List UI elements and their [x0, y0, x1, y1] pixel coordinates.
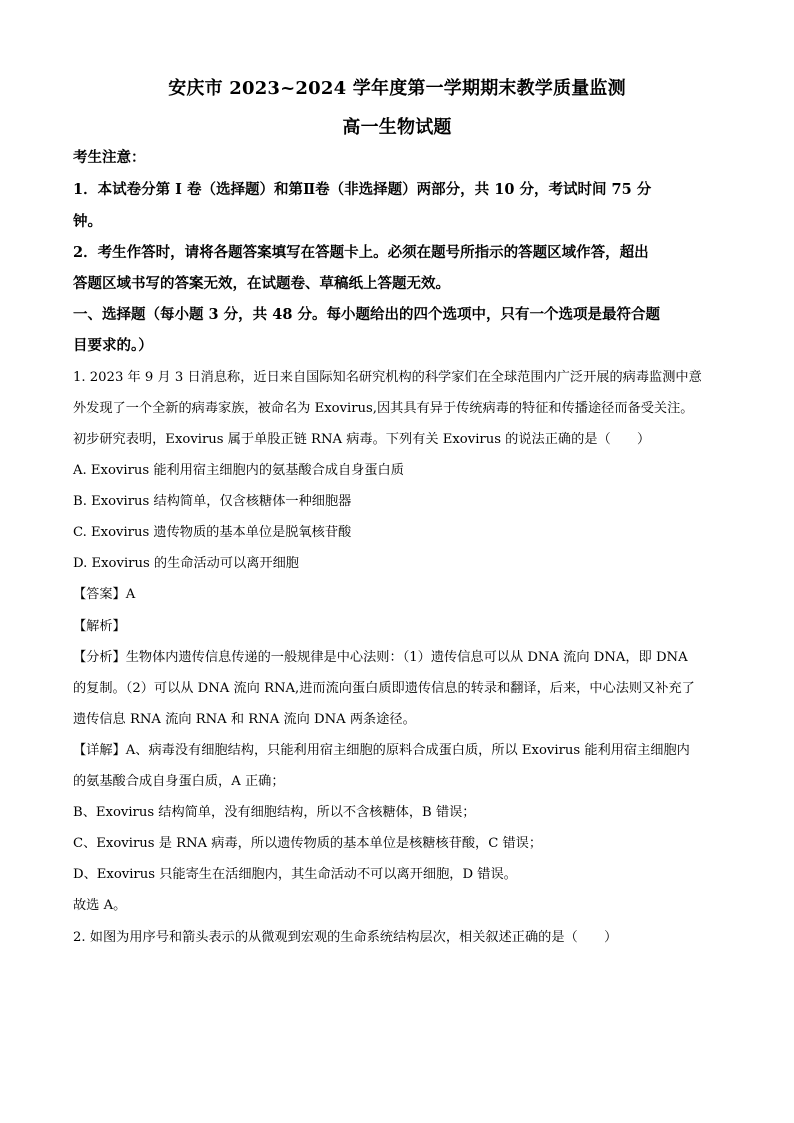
notice-item-2-line-2: 答题区域书写的答案无效，在试题卷、草稿纸上答题无效。	[73, 275, 450, 292]
question-1-xiangjie-line-2: 的氨基酸合成自身蛋白质，A 正确；	[73, 774, 285, 789]
question-1-option-b: B. Exovirus 结构简单，仅含核糖体一种细胞器	[73, 494, 352, 509]
question-1-analysis-tag: 【解析】	[73, 619, 126, 634]
question-1-answer: 【答案】A	[73, 587, 136, 602]
question-1-option-a: A. Exovirus 能利用宿主细胞内的氨基酸合成自身蛋白质	[73, 463, 404, 478]
notice-item-2-line-1: 2．考生作答时，请将各题答案填写在答题卡上。必须在题号所指示的答题区域作答，超出	[73, 244, 649, 261]
question-1-option-c: C. Exovirus 遗传物质的基本单位是脱氧核苷酸	[73, 525, 352, 540]
notice-item-1-line-1: 1．本试卷分第 I 卷（选择题）和第Ⅱ卷（非选择题）两部分，共 10 分，考试时间 75 分	[73, 181, 652, 198]
question-2-stem-line-1: 2. 如图为用序号和箭头表示的从微观到宏观的生命系统结构层次，相关叙述正确的是（ ）	[73, 930, 618, 945]
section-heading-line-2: 目要求的。）	[73, 337, 153, 354]
question-1-xiangjie-b: B、Exovirus 结构简单，没有细胞结构，所以不含核糖体，B 错误；	[73, 805, 476, 820]
question-1-stem-line-1: 1. 2023 年 9 月 3 日消息称，近日来自国际知名研究机构的科学家们在全球范围内广泛开展的病毒监测中意	[73, 370, 702, 385]
page-subtitle: 高一生物试题	[342, 117, 452, 138]
question-1-fenxi-line-3: 遗传信息 RNA 流向 RNA 和 RNA 流向 DNA 两条途径。	[73, 712, 416, 727]
question-1-fenxi-line-2: 的复制。（2）可以从 DNA 流向 RNA,进而流向蛋白质即遗传信息的转录和翻译，后来，中心法则又补充了	[73, 681, 695, 696]
notice-item-1-line-2: 钟。	[73, 213, 102, 230]
question-1-stem-line-2: 外发现了一个全新的病毒家族，被命名为 Exovirus,因其具有异于传统病毒的特征和传播途径而备受关注。	[73, 401, 694, 416]
question-1-fenxi-line-1: 【分析】生物体内遗传信息传递的一般规律是中心法则：（1）遗传信息可以从 DNA 流向 DNA，即 DNA	[73, 650, 688, 665]
question-1-stem-line-3: 初步研究表明，Exovirus 属于单股正链 RNA 病毒。下列有关 Exovirus 的说法正确的是（ ）	[73, 432, 651, 447]
question-1-option-d: D. Exovirus 的生命活动可以离开细胞	[73, 556, 299, 571]
question-1-xiangjie-c: C、Exovirus 是 RNA 病毒，所以遗传物质的基本单位是核糖核苷酸，C 错误；	[73, 836, 543, 851]
question-1-conclusion: 故选 A。	[73, 898, 127, 913]
notice-heading: 考生注意：	[73, 149, 146, 166]
page-title: 安庆市 2023~2024 学年度第一学期期末教学质量监测	[168, 78, 626, 99]
section-heading-line-1: 一、选择题（每小题 3 分，共 48 分。每小题给出的四个选项中，只有一个选项是最符合题	[73, 306, 660, 323]
question-1-xiangjie-line-1: 【详解】A、病毒没有细胞结构，只能利用宿主细胞的原料合成蛋白质，所以 Exovirus 能利用宿主细胞内	[73, 743, 690, 758]
question-1-xiangjie-d: D、Exovirus 只能寄生在活细胞内，其生命活动不可以离开细胞，D 错误。	[73, 867, 517, 882]
